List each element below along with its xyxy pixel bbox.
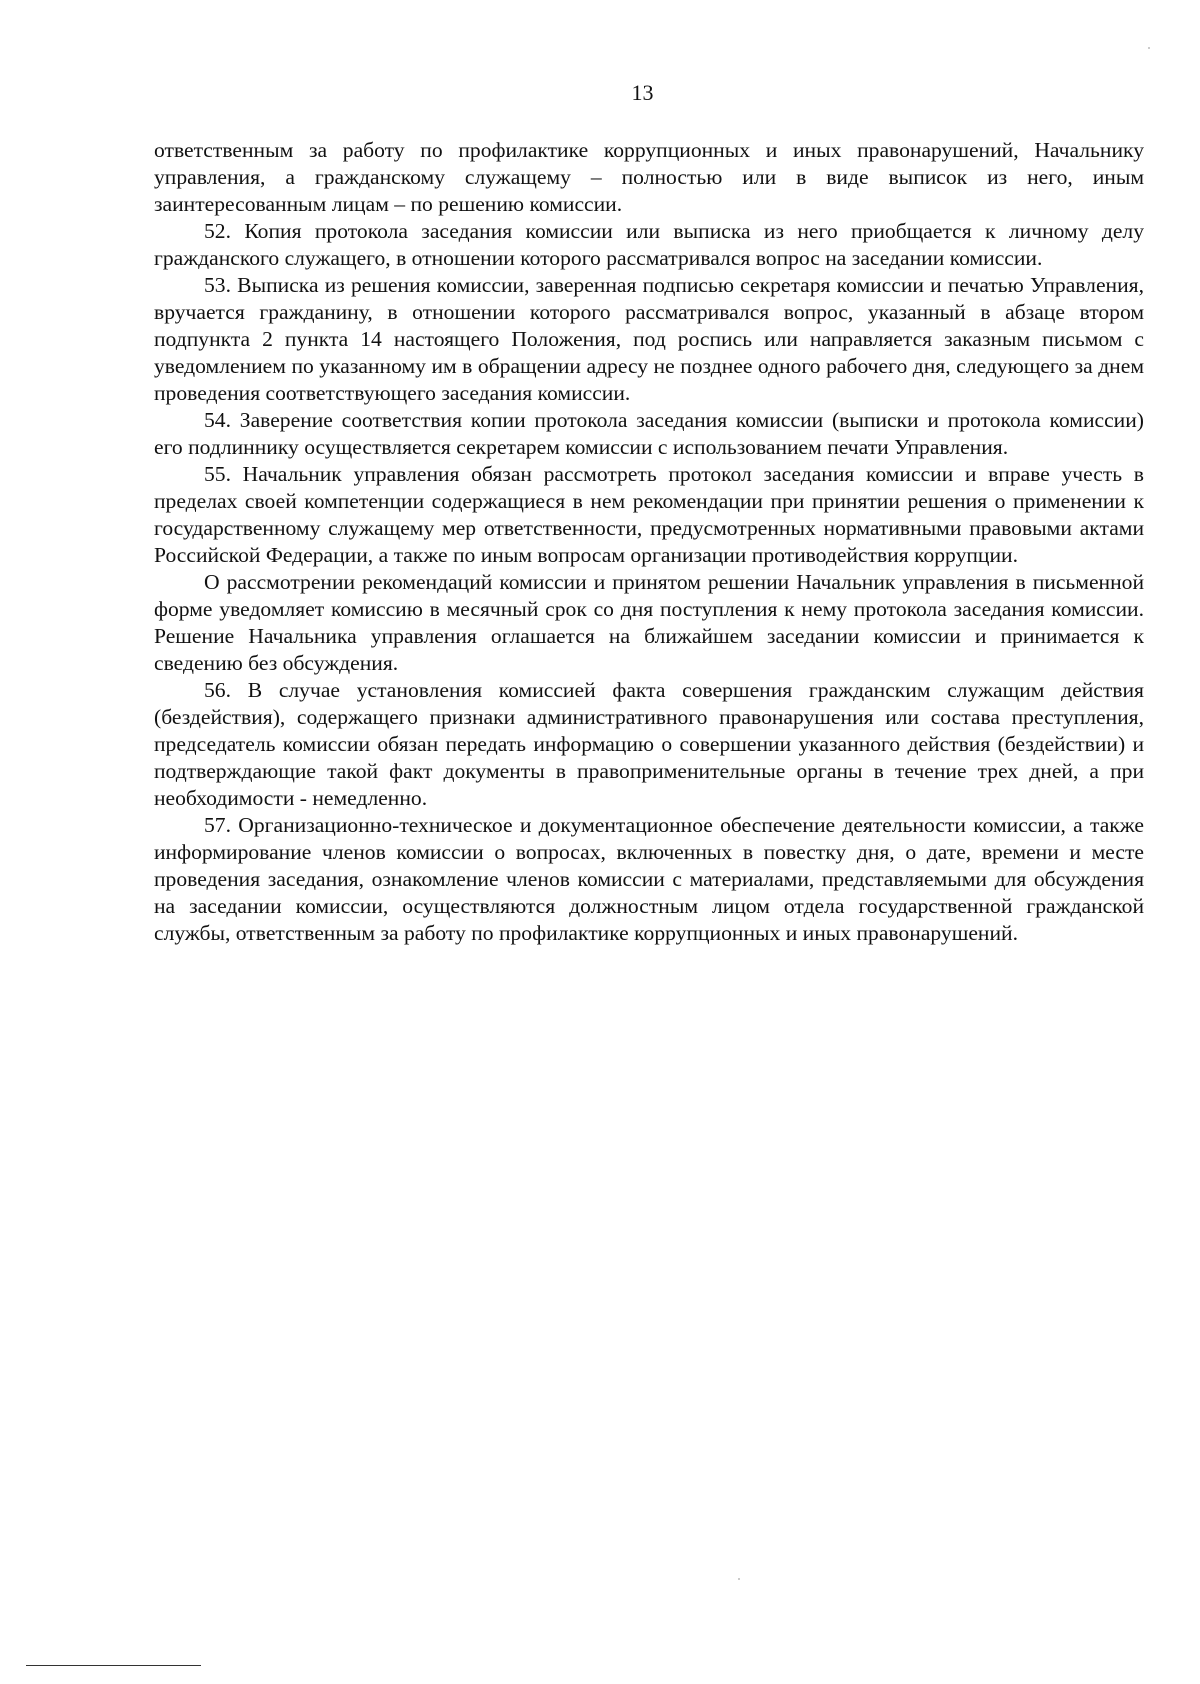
paragraph-continuation: ответственным за работу по профилактике коррупционных и иных правонарушений, Начальнику управления, а гражданскому служащему – полностью или в виде выписок из него, иным заинтересованным лицам – по решению комиссии. [154,138,1144,216]
paragraph-55-second: О рассмотрении рекомендаций комиссии и принятом решении Начальник управления в письменной форме уведомляет комиссию в месячный срок со дня поступления к нему протокола заседания комиссии. Решение Начальника управления оглашается на ближайшем заседании комиссии и принимается к сведению без обсуждения. [154,570,1144,675]
footer-rule [26,1665,201,1666]
paragraph-53: 53. Выписка из решения комиссии, заверенная подписью секретаря комиссии и печатью Управления, вручается гражданину, в отношении которого рассматривался вопрос, указанный в абзаце втором подпункта 2 пункта 14 настоящего Положения, под роспись или направляется заказным письмом с уведомлением по указанному им в обращении адресу не позднее одного рабочего дня, следующего за днем проведения соответствующего заседания комиссии. [154,273,1144,405]
paragraph-52: 52. Копия протокола заседания комиссии или выписка из него приобщается к личному делу гражданского служащего, в отношении которого рассматривался вопрос на заседании комиссии. [154,219,1144,270]
scan-speck [738,1578,740,1580]
paragraph-56: 56. В случае установления комиссией факта совершения гражданским служащим действия (бездействия), содержащего признаки административного правонарушения или состава преступления, председатель комиссии обязан передать информацию о совершении указанного действия (бездействии) и подтверждающие такой факт документы в правоприменительные органы в течение трех дней, а при необходимости - немедленно. [154,678,1144,810]
paragraph-54: 54. Заверение соответствия копии протокола заседания комиссии (выписки и протокола комиссии) его подлиннику осуществляется секретарем комиссии с использованием печати Управления. [154,408,1144,459]
document-body [154,137,1144,947]
page-number: 13 [631,80,654,105]
paragraph-57: 57. Организационно-техническое и документационное обеспечение деятельности комиссии, а также информирование членов комиссии о вопросах, включенных в повестку дня, о дате, времени и месте проведения заседания, ознакомление членов комиссии с материалами, представляемыми для обсуждения на заседании комиссии, осуществляются должностным лицом отдела государственной гражданской службы, ответственным за работу по профилактике коррупционных и иных правонарушений. [154,813,1144,945]
scan-speck [1148,47,1150,49]
paragraph-55: 55. Начальник управления обязан рассмотреть протокол заседания комиссии и вправе учесть в пределах своей компетенции содержащиеся в нем рекомендации при принятии решения о применении к государственному служащему мер ответственности, предусмотренных нормативными правовыми актами Российской Федерации, а также по иным вопросам организации противодействия коррупции. [154,462,1144,567]
